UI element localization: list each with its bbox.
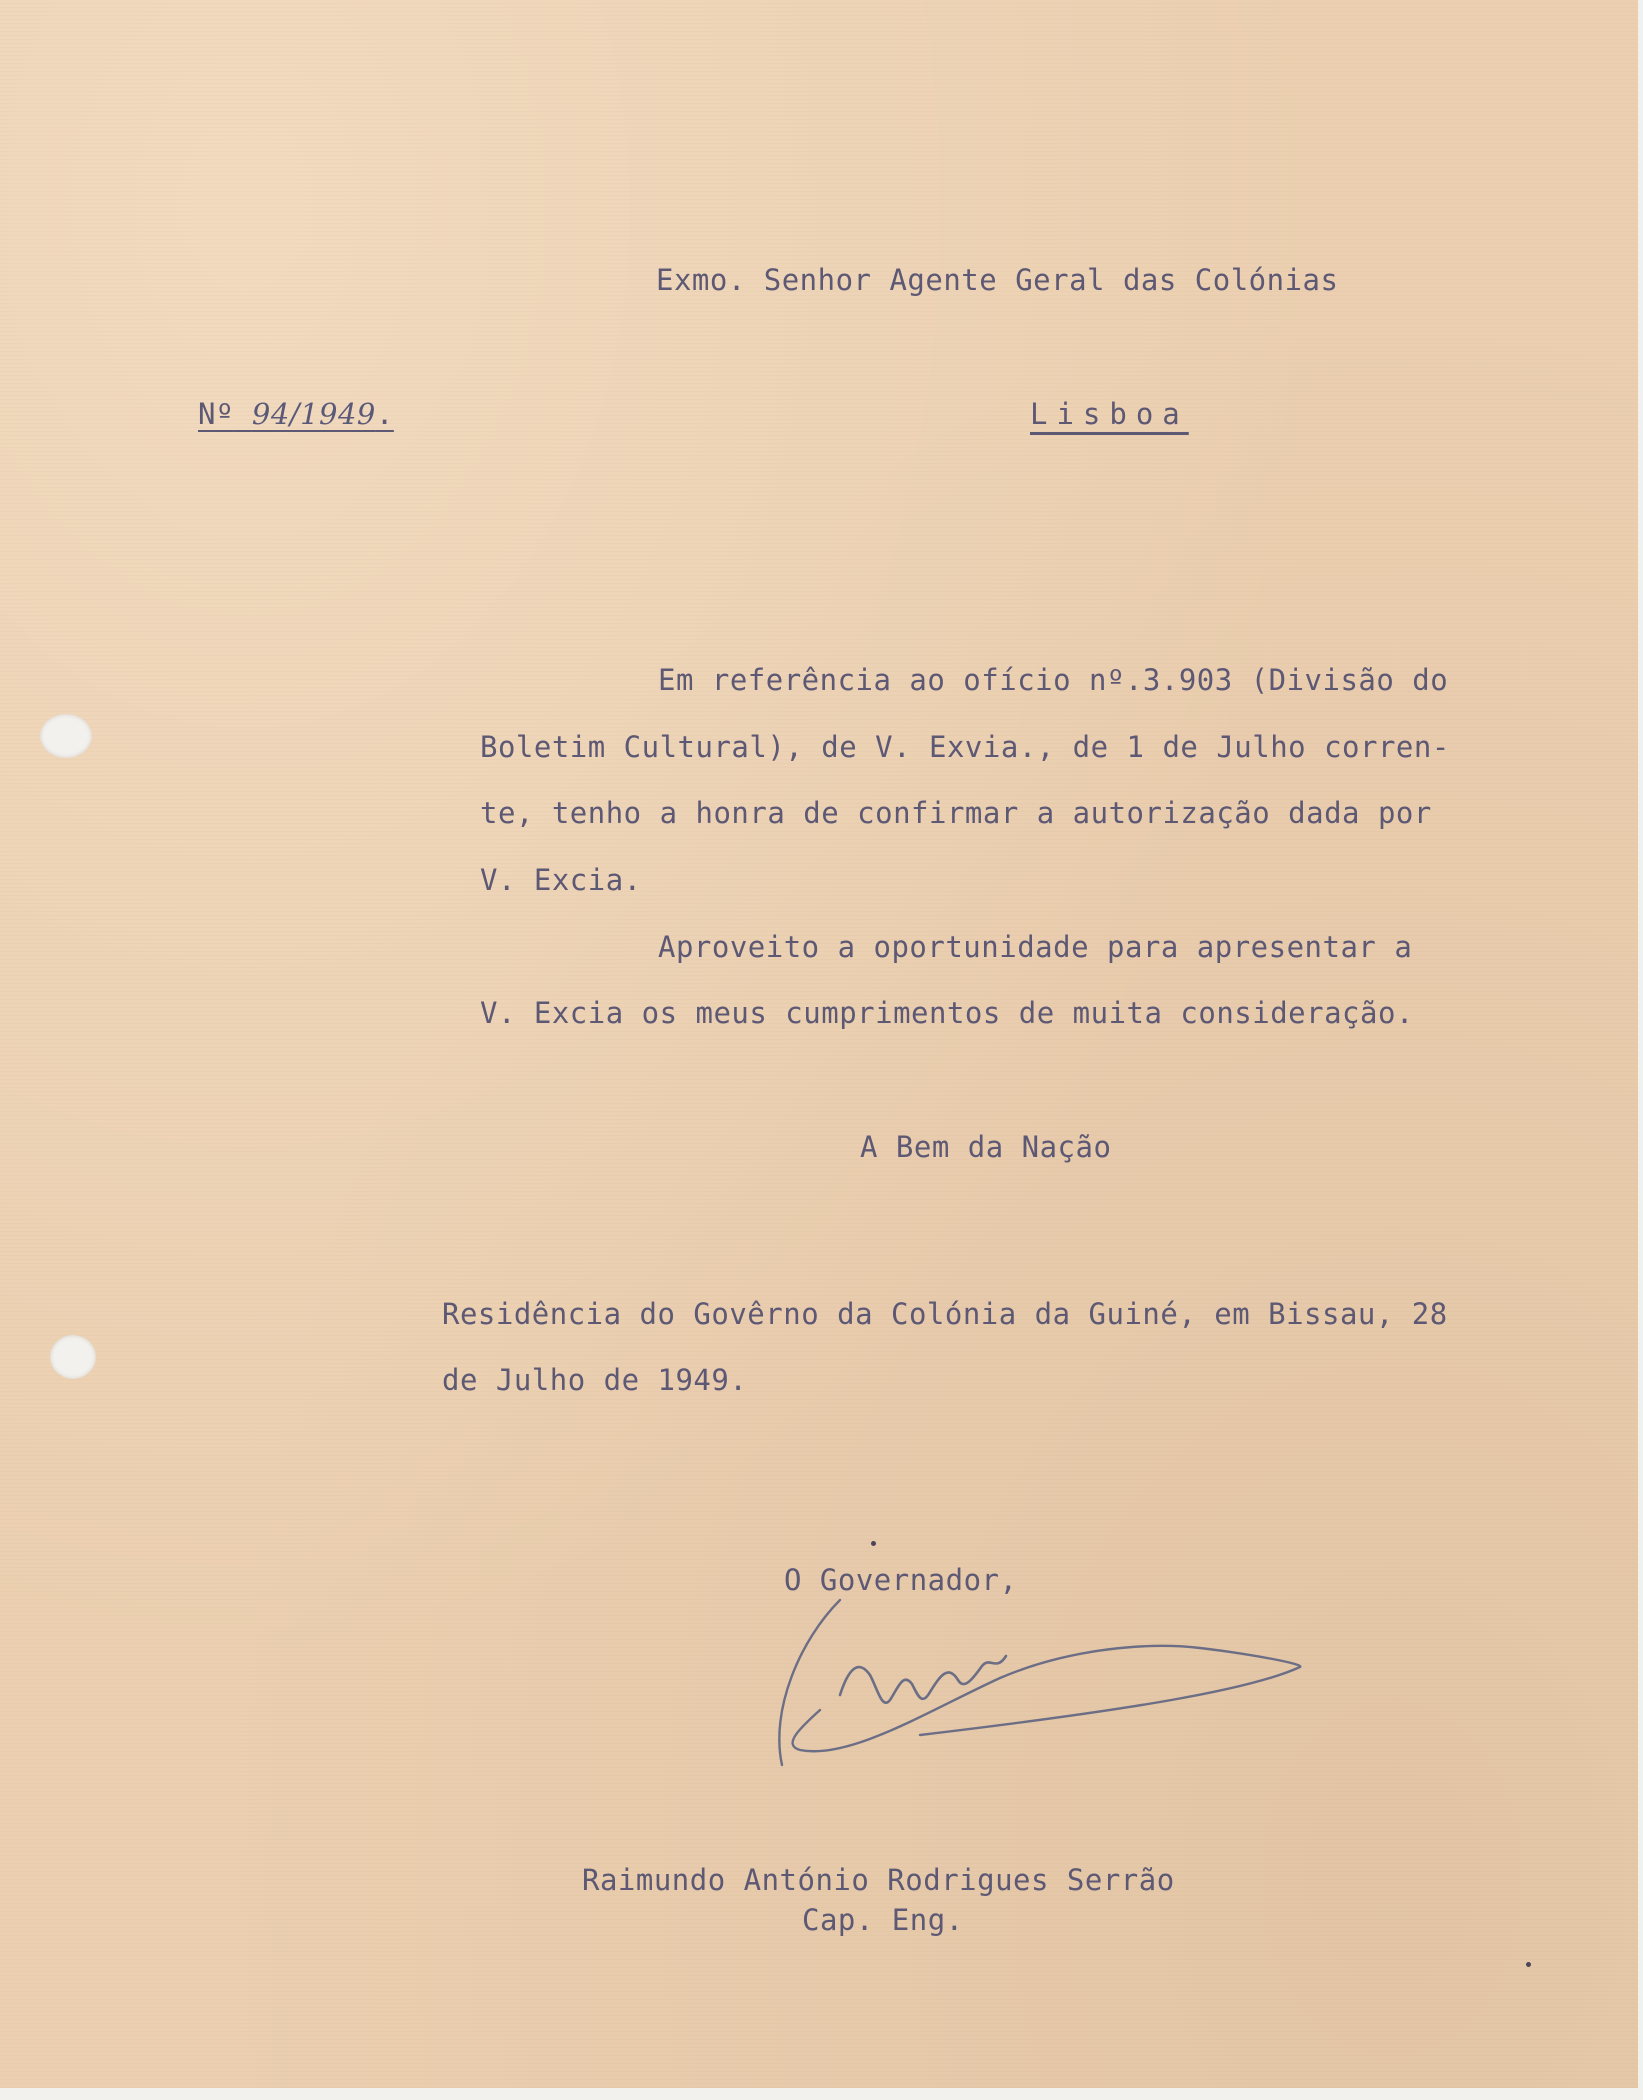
body-line: te, tenho a honra de confirmar a autorização dada por [480,796,1432,830]
ink-speck [871,1541,876,1546]
signer-rank: Cap. Eng. [802,1903,964,1937]
place-date-line: de Julho de 1949. [442,1363,748,1397]
reference-end: . [375,397,394,431]
body-line: V. Excia os meus cumprimentos de muita consideração. [480,996,1414,1030]
city-line: Lisboa [1030,397,1189,431]
reference-label: Nº [198,397,234,431]
reference-handwritten-number: 94/1949 [251,397,376,431]
addressee-line: Exmo. Senhor Agente Geral das Colónias [656,263,1339,297]
signature-label: O Governador, [784,1563,1018,1597]
handwritten-signature [770,1560,1310,1780]
signer-name: Raimundo António Rodrigues Serrão [582,1863,1175,1897]
place-date-line: Residência do Govêrno da Colónia da Guiné, em Bissau, 28 [442,1297,1448,1331]
body-line: Em referência ao ofício nº.3.903 (Divisão do [658,663,1449,697]
body-line: Aproveito a oportunidade para apresentar a [658,930,1413,964]
punch-hole-top [40,714,92,758]
closing-salutation: A Bem da Nação [860,1130,1112,1164]
body-line: Boletim Cultural), de V. Exvia., de 1 de Julho corren- [480,730,1450,764]
body-line: V. Excia. [480,863,642,897]
ink-speck [1526,1962,1531,1967]
punch-hole-bottom [50,1335,96,1379]
reference-number [198,397,394,431]
